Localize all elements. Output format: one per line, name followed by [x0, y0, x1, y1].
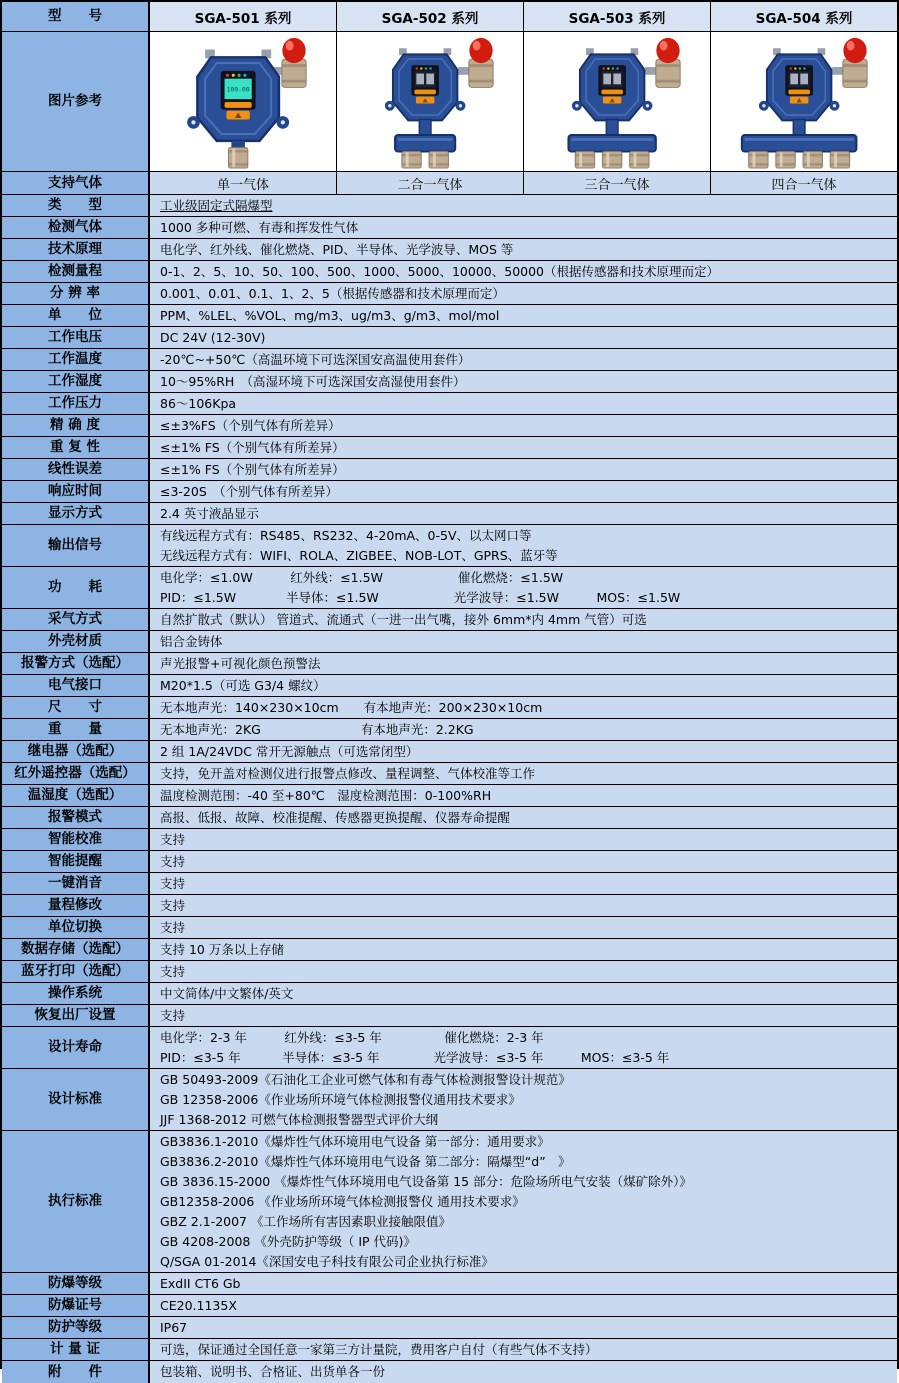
- spec-value-line: ≤±1% FS（个别气体有所差异）: [160, 439, 345, 455]
- spec-value-line: PID：≤1.5W 半导体：≤1.5W 光学波导：≤1.5W MOS：≤1.5W: [160, 589, 681, 605]
- spec-value: [150, 983, 897, 1004]
- spec-value: [150, 917, 897, 938]
- spec-label: 外壳材质: [2, 631, 150, 652]
- spec-label: 防爆等级: [2, 1273, 150, 1294]
- spec-label: 线性误差: [2, 459, 150, 480]
- spec-value-line: 0-1、2、5、10、50、100、500、1000、5000、10000、50000（根据传感器和技术原理而定）: [160, 263, 720, 279]
- spec-label: 类 型: [2, 195, 150, 216]
- spec-value: [150, 653, 897, 674]
- spec-value-line: GB3836.1-2010《爆炸性气体环境用电气设备 第一部分：通用要求》: [160, 1133, 550, 1149]
- spec-row: [2, 961, 897, 983]
- supported-gas-value: 三合一气体: [523, 172, 710, 194]
- series-header-cells: [150, 2, 897, 31]
- spec-value: [150, 1069, 897, 1130]
- spec-value-line: 铝合金铸体: [160, 633, 223, 649]
- spec-value-line: 支持: [160, 831, 186, 847]
- spec-value-line: 中文简体/中文繁体/英文: [160, 985, 294, 1001]
- spec-value: [150, 283, 897, 304]
- supported-gas-cells: [150, 172, 897, 194]
- series-title: SGA-502 系列: [336, 2, 523, 31]
- spec-value-line: 0.001、0.01、0.1、1、2、5（根据传感器和技术原理而定）: [160, 285, 505, 301]
- spec-value-line: 无本地声光：140×230×10cm 有本地声光：200×230×10cm: [160, 699, 543, 715]
- spec-value-line: 10～95%RH （高湿环境下可选深国安高湿使用套件）: [160, 373, 466, 389]
- spec-value: [150, 697, 897, 718]
- gas-detector-image: [150, 34, 336, 170]
- spec-label: 防护等级: [2, 1317, 150, 1338]
- spec-label: 继电器（选配）: [2, 741, 150, 762]
- spec-label: 重 复 性: [2, 437, 150, 458]
- device-image-cell: [710, 32, 897, 171]
- device-image-cell: [523, 32, 710, 171]
- spec-label: 重 量: [2, 719, 150, 740]
- spec-row: [2, 415, 897, 437]
- spec-row: [2, 261, 897, 283]
- spec-value: [150, 371, 897, 392]
- spec-value: [150, 1295, 897, 1316]
- spec-label: 一键消音: [2, 873, 150, 894]
- spec-value-line: M20*1.5（可选 G3/4 螺纹）: [160, 677, 326, 693]
- spec-label: 单 位: [2, 305, 150, 326]
- spec-value-line: DC 24V (12-30V): [160, 329, 266, 345]
- spec-value: [150, 741, 897, 762]
- spec-row: [2, 675, 897, 697]
- spec-value-line: GB 4208-2008 《外壳防护等级（ IP 代码)》: [160, 1233, 416, 1249]
- spec-value-line: Q/SGA 01-2014《深国安电子科技有限公司企业执行标准》: [160, 1253, 494, 1269]
- spec-value: [150, 349, 897, 370]
- spec-label: 分 辨 率: [2, 283, 150, 304]
- spec-value-line: 支持，免开盖对检测仪进行报警点修改、量程调整、气体校准等工作: [160, 765, 536, 781]
- spec-label: 检测气体: [2, 217, 150, 238]
- spec-value-line: 支持: [160, 919, 186, 935]
- spec-row: [2, 437, 897, 459]
- spec-row: [2, 697, 897, 719]
- spec-row: [2, 829, 897, 851]
- spec-row: [2, 851, 897, 873]
- spec-value-line: 支持 10 万条以上存储: [160, 941, 284, 957]
- spec-label: 尺 寸: [2, 697, 150, 718]
- spec-value-line: 支持: [160, 1007, 186, 1023]
- spec-label: 蓝牙打印（选配）: [2, 961, 150, 982]
- spec-row: [2, 1361, 897, 1383]
- spec-rows-container: [2, 195, 897, 1380]
- spec-label: 功 耗: [2, 567, 150, 608]
- spec-value-line: 电化学、红外线、催化燃烧、PID、半导体、光学波导、MOS 等: [160, 241, 514, 257]
- spec-label: 附 件: [2, 1361, 150, 1383]
- spec-row: [2, 719, 897, 741]
- supported-gas-value: 四合一气体: [710, 172, 897, 194]
- spec-row: [2, 459, 897, 481]
- spec-value: [150, 675, 897, 696]
- spec-value: [150, 415, 897, 436]
- spec-row: [2, 895, 897, 917]
- spec-row: [2, 1069, 897, 1131]
- gas-detector-image: [337, 34, 523, 170]
- spec-value-line: 高报、低报、故障、校准提醒、传感器更换提醒、仪器寿命提醒: [160, 809, 511, 825]
- spec-value-line: CE20.1135X: [160, 1297, 237, 1313]
- spec-value-line: 温度检测范围：-40 至+80℃ 湿度检测范围：0-100%RH: [160, 787, 492, 803]
- spec-row: [2, 371, 897, 393]
- spec-value: [150, 807, 897, 828]
- spec-label: 设计标准: [2, 1069, 150, 1130]
- spec-value-line: ExdII CT6 Gb: [160, 1275, 241, 1291]
- device-image-cell: [336, 32, 523, 171]
- spec-value: [150, 327, 897, 348]
- spec-label: 工作湿度: [2, 371, 150, 392]
- spec-row: [2, 785, 897, 807]
- spec-row: [2, 481, 897, 503]
- spec-value-line: 1000 多种可燃、有毒和挥发性气体: [160, 219, 359, 235]
- spec-row: [2, 283, 897, 305]
- gas-detector-image: [711, 34, 897, 170]
- supported-gas-value: 二合一气体: [336, 172, 523, 194]
- spec-row: [2, 763, 897, 785]
- spec-row: [2, 525, 897, 567]
- spec-value: [150, 829, 897, 850]
- spec-label: 智能校准: [2, 829, 150, 850]
- spec-label: 执行标准: [2, 1131, 150, 1272]
- spec-value: [150, 939, 897, 960]
- spec-value-line: 工业级固定式隔爆型: [160, 197, 273, 213]
- svg-text:100.00: 100.00: [226, 85, 250, 93]
- spec-value-line: 2.4 英寸液晶显示: [160, 505, 259, 521]
- spec-row: [2, 1027, 897, 1069]
- spec-label: 电气接口: [2, 675, 150, 696]
- spec-row: [2, 1339, 897, 1361]
- spec-value-line: PPM、%LEL、%VOL、mg/m3、ug/m3、g/m3、mol/mol: [160, 307, 500, 323]
- spec-row: [2, 327, 897, 349]
- spec-value-line: GB 3836.15-2000 《爆炸性气体环境用电气设备第 15 部分：危险场所电气安装（煤矿除外）》: [160, 1173, 692, 1189]
- spec-value-line: GB12358-2006 《作业场所环境气体检测报警仪 通用技术要求》: [160, 1193, 525, 1209]
- spec-value: [150, 1005, 897, 1026]
- spec-value: [150, 1027, 897, 1068]
- spec-value-line: 2 组 1A/24VDC 常开无源触点（可选常闭型）: [160, 743, 419, 759]
- spec-value: [150, 873, 897, 894]
- spec-row: [2, 1131, 897, 1273]
- spec-label: 响应时间: [2, 481, 150, 502]
- spec-value-line: 电化学：≤1.0W 红外线：≤1.5W 催化燃烧：≤1.5W: [160, 569, 564, 585]
- spec-row: [2, 567, 897, 609]
- spec-value-line: ≤±1% FS（个别气体有所差异）: [160, 461, 345, 477]
- spec-value-line: 无本地声光：2KG 有本地声光：2.2KG: [160, 721, 474, 737]
- spec-row: [2, 503, 897, 525]
- spec-row: [2, 393, 897, 415]
- spec-label: 工作温度: [2, 349, 150, 370]
- spec-value-line: 自然扩散式（默认） 管道式、流通式（一进一出气嘴，接外 6mm*内 4mm 气管）可选: [160, 611, 647, 627]
- spec-label: 温湿度（选配）: [2, 785, 150, 806]
- spec-value: [150, 459, 897, 480]
- spec-row: [2, 239, 897, 261]
- spec-label: 设计寿命: [2, 1027, 150, 1068]
- spec-value: [150, 305, 897, 326]
- spec-label: 计 量 证: [2, 1339, 150, 1360]
- spec-row: [2, 631, 897, 653]
- model-label: 型 号: [2, 2, 150, 31]
- spec-value: [150, 961, 897, 982]
- spec-label: 操作系统: [2, 983, 150, 1004]
- spec-label: 精 确 度: [2, 415, 150, 436]
- spec-value-line: 支持: [160, 853, 186, 869]
- spec-row: [2, 983, 897, 1005]
- supported-gas-label: 支持气体: [2, 172, 150, 194]
- spec-value-line: ≤3-20S （个别气体有所差异）: [160, 483, 339, 499]
- spec-row: [2, 217, 897, 239]
- spec-value-line: 支持: [160, 897, 186, 913]
- series-title: SGA-501 系列: [150, 2, 336, 31]
- spec-label: 数据存储（选配）: [2, 939, 150, 960]
- spec-value-line: 包装箱、说明书、合格证、出货单各一份: [160, 1364, 386, 1379]
- spec-value: [150, 1339, 897, 1360]
- spec-value-line: 支持: [160, 963, 186, 979]
- spec-value-line: 有线远程方式有：RS485、RS232、4-20mA、0-5V、以太网口等: [160, 527, 532, 543]
- spec-value-line: 电化学：2-3 年 红外线：≤3-5 年 催化燃烧：2-3 年: [160, 1029, 544, 1045]
- spec-row: [2, 305, 897, 327]
- spec-row: [2, 1295, 897, 1317]
- spec-row: [2, 1273, 897, 1295]
- spec-value-line: ≤±3%FS（个别气体有所差异）: [160, 417, 341, 433]
- spec-label: 红外遥控器（选配）: [2, 763, 150, 784]
- spec-label: 报警模式: [2, 807, 150, 828]
- spec-value-line: 无线远程方式有：WIFI、ROLA、ZIGBEE、NOB-LOT、GPRS、蓝牙等: [160, 547, 558, 563]
- spec-value: [150, 1361, 897, 1383]
- spec-value-line: JJF 1368-2012 可燃气体检测报警器型式评价大纲: [160, 1111, 439, 1127]
- spec-value-line: 支持: [160, 875, 186, 891]
- spec-label: 报警方式（选配）: [2, 653, 150, 674]
- image-row: [2, 32, 897, 172]
- spec-value: [150, 609, 897, 630]
- spec-value-line: PID：≤3-5 年 半导体：≤3-5 年 光学波导：≤3-5 年 MOS：≤3-5 年: [160, 1049, 670, 1065]
- image-row-label: 图片参考: [2, 32, 150, 171]
- device-image-cell: [150, 32, 336, 171]
- supported-gas-row: [2, 172, 897, 195]
- spec-row: [2, 741, 897, 763]
- spec-value: [150, 1131, 897, 1272]
- spec-value-line: IP67: [160, 1319, 188, 1335]
- spec-label: 输出信号: [2, 525, 150, 566]
- spec-row: [2, 917, 897, 939]
- spec-value: [150, 895, 897, 916]
- device-image-cells: [150, 32, 897, 171]
- spec-row: [2, 653, 897, 675]
- spec-row: [2, 807, 897, 829]
- spec-value: [150, 1273, 897, 1294]
- gas-detector-image: [524, 34, 710, 170]
- spec-value: [150, 631, 897, 652]
- spec-row: [2, 873, 897, 895]
- spec-label: 单位切换: [2, 917, 150, 938]
- series-title: SGA-503 系列: [523, 2, 710, 31]
- spec-value-line: GBZ 2.1-2007 《工作场所有害因素职业接触限值》: [160, 1213, 451, 1229]
- spec-label: 防爆证号: [2, 1295, 150, 1316]
- spec-label: 显示方式: [2, 503, 150, 524]
- spec-value: [150, 763, 897, 784]
- series-title: SGA-504 系列: [710, 2, 897, 31]
- spec-row: [2, 195, 897, 217]
- spec-value-line: GB 50493-2009《石油化工企业可燃气体和有毒气体检测报警设计规范》: [160, 1071, 571, 1087]
- spec-label: 技术原理: [2, 239, 150, 260]
- spec-row: [2, 939, 897, 961]
- spec-label: 采气方式: [2, 609, 150, 630]
- spec-value: [150, 503, 897, 524]
- spec-value: [150, 393, 897, 414]
- spec-row: [2, 349, 897, 371]
- spec-value-line: -20℃~+50℃（高温环境下可选深国安高温使用套件）: [160, 351, 471, 367]
- spec-value-line: 可选，保证通过全国任意一家第三方计量院，费用客户自付（有些气体不支持）: [160, 1341, 598, 1357]
- header-row: [2, 2, 897, 32]
- spec-value: [150, 217, 897, 238]
- spec-value: [150, 525, 897, 566]
- spec-value: [150, 481, 897, 502]
- spec-value: [150, 1317, 897, 1338]
- spec-value-line: 声光报警+可视化颜色预警法: [160, 655, 321, 671]
- spec-value: [150, 437, 897, 458]
- spec-label: 工作电压: [2, 327, 150, 348]
- spec-value-line: 86～106Kpa: [160, 395, 237, 411]
- spec-value-line: GB 12358-2006《作业场所环境气体检测报警仪通用技术要求》: [160, 1091, 521, 1107]
- spec-row: [2, 1317, 897, 1339]
- spec-label: 智能提醒: [2, 851, 150, 872]
- spec-value: [150, 785, 897, 806]
- spec-row: [2, 609, 897, 631]
- spec-value: [150, 567, 897, 608]
- spec-label: 恢复出厂设置: [2, 1005, 150, 1026]
- spec-value-line: GB3836.2-2010《爆炸性气体环境用电气设备 第二部分：隔爆型“d” 》: [160, 1153, 571, 1169]
- spec-value: [150, 239, 897, 260]
- spec-label: 量程修改: [2, 895, 150, 916]
- spec-row: [2, 1005, 897, 1027]
- supported-gas-value: 单一气体: [150, 172, 336, 194]
- spec-label: 检测量程: [2, 261, 150, 282]
- spec-value: [150, 719, 897, 740]
- spec-value: [150, 195, 897, 216]
- spec-value: [150, 261, 897, 282]
- spec-label: 工作压力: [2, 393, 150, 414]
- spec-value: [150, 851, 897, 872]
